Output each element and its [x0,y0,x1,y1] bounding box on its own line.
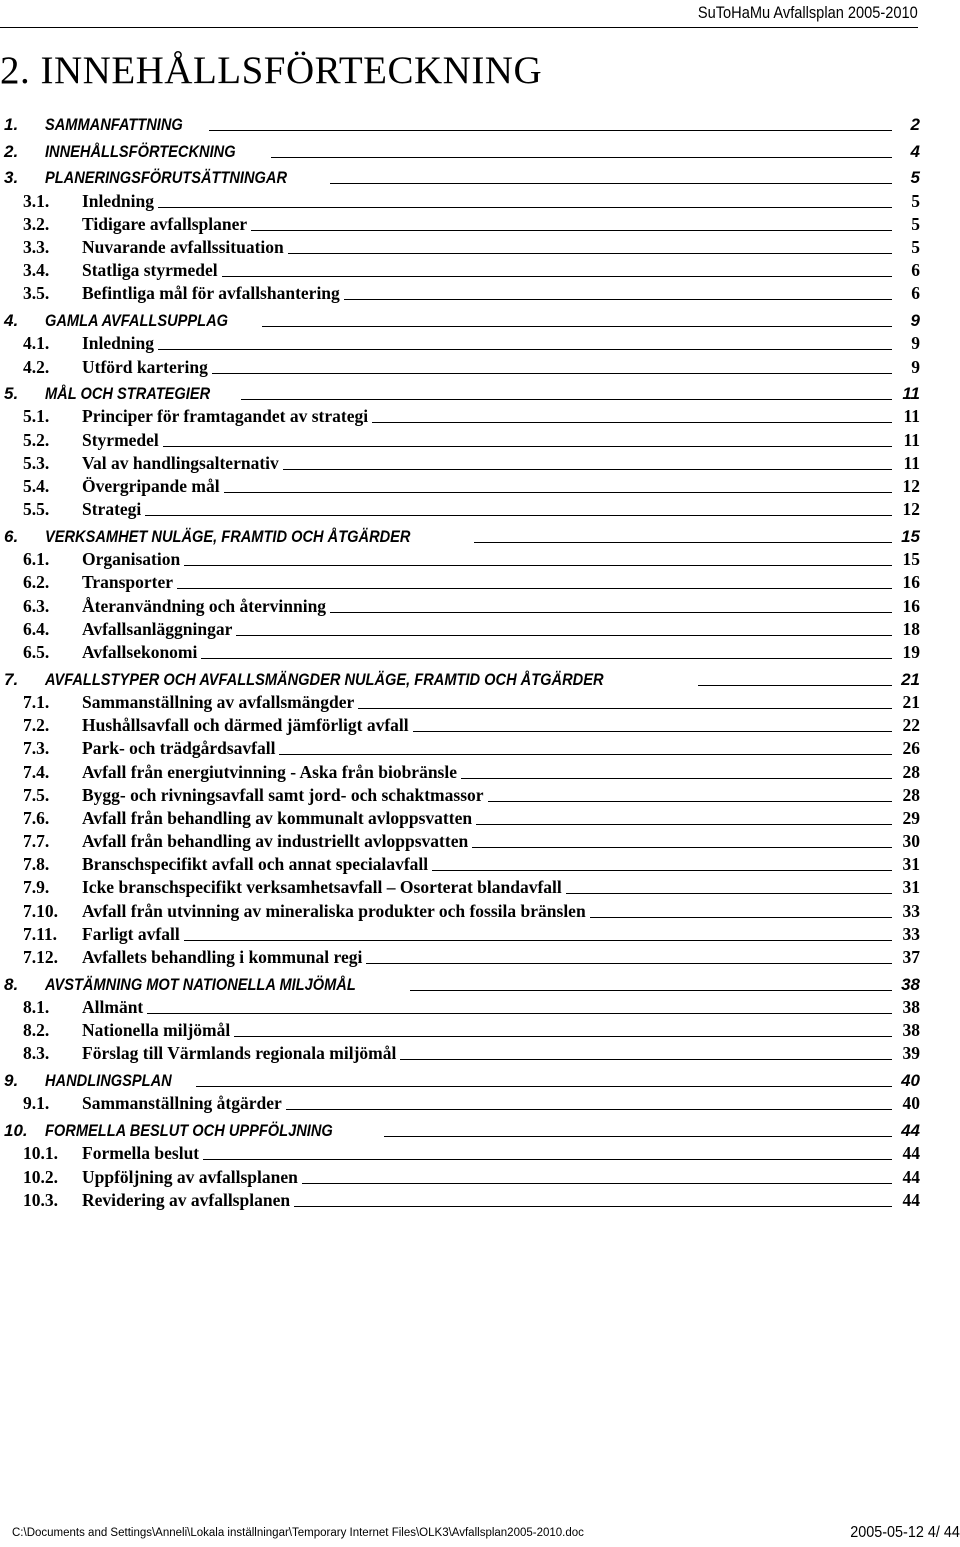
toc-entry-number: 3.3. [23,236,50,257]
toc-entry[interactable] [0,306,920,333]
toc-entry-number: 7.1. [23,691,50,712]
toc-entry-number: 6.2. [23,572,50,593]
toc-entry-page: 28 [902,761,920,782]
toc-entry-number: 7.5. [23,784,50,805]
toc-leader-line [262,326,892,327]
toc-entry[interactable] [0,692,920,715]
toc-entry-number: 6. [4,527,19,547]
toc-entry-label: Bygg- och rivningsavfall samt jord- och schaktmassor [82,784,484,805]
toc-entry-number: 6.5. [23,641,50,662]
toc-entry-page: 38 [902,1020,920,1041]
toc-entry[interactable] [0,947,920,970]
toc-entry-number: 7.6. [23,807,50,828]
toc-entry-label: Sammanställning åtgärder [82,1093,282,1114]
toc-entry-label: Hushållsavfall och därmed jämförligt avfall [82,715,409,736]
toc-entry-page: 6 [911,260,920,281]
toc-entry-number: 5.5. [23,499,50,520]
toc-entry-number: 2. [4,141,19,161]
toc-leader-line [472,847,892,848]
toc-entry-label: Inledning [82,190,154,211]
toc-entry-number: 3. [4,168,19,188]
toc-entry[interactable] [0,997,920,1020]
toc-entry[interactable] [0,429,920,452]
toc-entry-page: 44 [902,1143,920,1164]
toc-entry-number: 7.3. [23,738,50,759]
toc-entry-label: Tidigare avfallsplaner [82,213,248,234]
toc-entry[interactable] [0,499,920,522]
toc-leader-line [212,373,892,374]
toc-entry-page: 6 [911,283,920,304]
toc-entry-number: 7.2. [23,715,50,736]
toc-entry[interactable] [0,831,920,854]
toc-entry-label: Avfall från energiutvinning - Aska från biobränsle [82,761,457,782]
toc-entry-label: Statliga styrmedel [82,260,218,281]
toc-entry-label: Nuvarande avfallssituation [82,236,284,257]
toc-entry-page: 4 [910,141,920,161]
toc-entry-number: 10.1. [23,1143,58,1164]
toc-entry[interactable] [0,785,920,808]
toc-leader-line [294,1206,892,1207]
toc-entry-label: Farligt avfall [82,923,180,944]
toc-entry[interactable] [0,549,920,572]
toc-entry-label: PLANERINGSFÖRUTSÄTTNINGAR [45,168,288,188]
toc-entry-label: AVFALLSTYPER OCH AVFALLSMÄNGDER NULÄGE, FRAMTID OCH ÅTGÄRDER [45,669,604,689]
toc-entry[interactable] [0,738,920,761]
toc-entry[interactable] [0,877,920,900]
toc-entry-page: 5 [911,236,920,257]
toc-entry-number: 5.3. [23,452,50,473]
toc-entry-label: VERKSAMHET NULÄGE, FRAMTID OCH ÅTGÄRDER [45,527,411,547]
toc-entry-number: 10.2. [23,1166,58,1187]
toc-entry-label: Avfall från utvinning av mineraliska produkter och fossila bränslen [82,900,586,921]
toc-leader-line [302,1183,892,1184]
toc-leader-line [384,1136,892,1137]
toc-entry[interactable] [0,333,920,356]
toc-leader-line [184,940,892,941]
toc-entry-number: 7.7. [23,831,50,852]
toc-entry[interactable] [0,137,920,164]
toc-entry-page: 5 [911,213,920,234]
toc-entry-label: Avfallets behandling i kommunal regi [82,947,363,968]
toc-leader-line [288,253,892,254]
toc-entry-page: 44 [901,1121,920,1141]
toc-entry-page: 19 [902,641,920,662]
toc-entry-page: 38 [902,997,920,1017]
toc-entry[interactable] [0,1043,920,1066]
toc-leader-line [344,299,892,300]
toc-entry-number: 4.1. [23,333,50,354]
toc-entry[interactable] [0,214,920,237]
toc-entry-number: 10. [4,1121,28,1141]
toc-leader-line [241,399,892,400]
toc-leader-line [209,130,892,131]
toc-leader-line [224,492,892,493]
toc-entry-page: 38 [901,974,920,994]
toc-entry-label: Icke branschspecifikt verksamhetsavfall – Osorterat blandavfall [82,877,562,898]
footer-date-page: 2005-05-12 4/ 44 [850,1524,960,1541]
toc-entry-number: 7.11. [23,923,58,944]
toc-leader-line [476,824,892,825]
toc-leader-line [413,731,892,732]
toc-entry-label: MÅL OCH STRATEGIER [45,384,211,404]
footer-file-path: C:\Documents and Settings\Anneli\Lokala inställningar\Temporary Internet Files\OLK3\Avfallsplan2005-2010.doc [12,1527,584,1539]
toc-leader-line [234,1036,892,1037]
toc-entry-label: Styrmedel [82,429,159,450]
toc-entry[interactable] [0,356,920,379]
toc-entry[interactable] [0,260,920,283]
toc-entry-page: 40 [901,1071,920,1091]
toc-entry-page: 26 [902,738,920,759]
toc-entry-page: 11 [903,429,920,450]
toc-entry-number: 6.4. [23,618,50,639]
toc-entry[interactable] [0,572,920,595]
toc-entry-page: 31 [902,854,920,875]
toc-leader-line [286,1109,892,1110]
toc-leader-line [461,778,892,779]
toc-entry-number: 3.5. [23,283,50,304]
toc-entry-page: 33 [902,900,920,921]
toc-leader-line [410,990,892,991]
toc-entry-number: 1. [4,114,19,134]
toc-entry-label: Avfall från behandling av kommunalt avloppsvatten [82,807,473,828]
toc-entry[interactable] [0,1020,920,1043]
toc-entry[interactable] [0,924,920,947]
toc-entry-label: Befintliga mål för avfallshantering [82,283,340,304]
toc-entry-page: 9 [911,356,920,377]
toc-entry-page: 5 [911,190,920,211]
toc-entry-label: Organisation [82,549,181,570]
toc-entry-label: Inledning [82,333,154,354]
toc-leader-line [147,1013,892,1014]
toc-leader-line [488,801,892,802]
toc-leader-line [330,612,892,613]
toc-leader-line [236,635,892,636]
toc-entry[interactable] [0,970,920,997]
toc-leader-line [158,207,892,208]
toc-leader-line [400,1059,892,1060]
toc-entry-number: 4. [4,311,19,331]
toc-entry-number: 7.12. [23,947,58,968]
toc-entry[interactable] [0,522,920,549]
toc-entry-page: 9 [910,311,920,331]
toc-entry-label: Avfallsanläggningar [82,618,233,639]
toc-entry-page: 37 [902,947,920,968]
toc-entry-page: 2 [910,114,920,134]
toc-entry-number: 4.2. [23,356,50,377]
toc-entry-label: Nationella miljömål [82,1020,231,1041]
toc-leader-line [283,469,892,470]
toc-leader-line [432,870,892,871]
toc-entry-number: 7.9. [23,877,50,898]
toc-leader-line [474,542,892,543]
toc-entry-label: Sammanställning av avfallsmängder [82,691,355,712]
toc-entry-number: 6.3. [23,595,50,616]
toc-entry-page: 21 [902,691,920,712]
toc-entry-label: HANDLINGSPLAN [45,1071,172,1091]
toc-entry-page: 39 [902,1043,920,1064]
toc-entry-page: 44 [902,1189,920,1210]
toc-entry-number: 3.2. [23,213,50,234]
toc-entry[interactable] [0,1116,920,1143]
toc-leader-line [366,963,892,964]
toc-entry-page: 11 [902,384,920,404]
toc-entry-number: 6.1. [23,549,50,570]
toc-entry-number: 9. [4,1071,19,1091]
toc-entry-label: Övergripande mål [82,476,220,497]
toc-entry[interactable] [0,1166,920,1189]
toc-entry[interactable] [0,283,920,306]
toc-entry[interactable] [0,854,920,877]
header-rule [0,27,918,28]
toc-entry-label: Park- och trädgårdsavfall [82,738,276,759]
toc-entry-number: 10.3. [23,1189,58,1210]
toc-entry[interactable] [0,1143,920,1166]
toc-entry-page: 33 [902,923,920,944]
toc-entry-page: 16 [902,572,920,593]
toc-entry-number: 9.1. [23,1093,50,1114]
toc-entry[interactable] [0,595,920,618]
toc-entry-label: Förslag till Värmlands regionala miljömål [82,1043,397,1064]
toc-entry-label: Principer för framtagandet av strategi [82,406,369,427]
toc-entry[interactable] [0,1190,920,1213]
toc-entry-page: 15 [901,527,920,547]
toc-entry-label: Strategi [82,499,142,520]
toc-entry-page: 9 [911,333,920,354]
toc-entry-page: 11 [903,452,920,473]
toc-leader-line [279,754,892,755]
toc-entry-page: 31 [902,877,920,898]
toc-entry[interactable] [0,1093,920,1116]
toc-entry[interactable] [0,715,920,738]
toc-entry[interactable] [0,237,920,260]
toc-entry-page: 28 [902,784,920,805]
toc-entry[interactable] [0,164,920,191]
toc-entry-label: INNEHÅLLSFÖRTECKNING [45,141,236,161]
toc-entry-label: Utförd kartering [82,356,208,377]
toc-entry-number: 5.1. [23,406,50,427]
toc-leader-line [251,230,892,231]
toc-entry-page: 5 [910,168,920,188]
toc-entry-label: Branschspecifikt avfall och annat specialavfall [82,854,429,875]
toc-entry-number: 5. [4,384,19,404]
toc-entry[interactable] [0,190,920,213]
toc-leader-line [203,1159,892,1160]
toc-entry[interactable] [0,110,920,137]
toc-entry-page: 11 [903,406,920,427]
toc-entry-label: FORMELLA BESLUT OCH UPPFÖLJNING [45,1121,333,1141]
toc-entry-page: 44 [902,1166,920,1187]
toc-entry-number: 8. [4,974,19,994]
toc-leader-line [163,446,892,447]
toc-entry[interactable] [0,900,920,923]
toc-entry-page: 12 [902,476,920,497]
toc-leader-line [358,708,892,709]
toc-leader-line [222,276,892,277]
toc-entry-number: 7.4. [23,761,50,782]
toc-entry-page: 29 [902,807,920,828]
table-of-contents [0,110,920,1213]
toc-entry[interactable] [0,642,920,665]
toc-entry[interactable] [0,380,920,407]
toc-entry[interactable] [0,453,920,476]
toc-entry-label: Val av handlingsalternativ [82,452,279,473]
toc-leader-line [177,588,892,589]
toc-entry[interactable] [0,808,920,831]
toc-entry-page: 30 [902,831,920,852]
toc-entry-number: 8.1. [23,997,50,1017]
toc-leader-line [698,685,892,686]
toc-leader-line [590,917,892,918]
toc-entry-page: 21 [901,669,920,689]
toc-entry-label: Avfallsekonomi [82,641,198,662]
toc-entry-page: 15 [902,549,920,570]
toc-entry[interactable] [0,476,920,499]
toc-leader-line [145,515,892,516]
toc-leader-line [158,349,892,350]
toc-entry-number: 3.1. [23,190,50,211]
toc-entry-label: AVSTÄMNING MOT NATIONELLA MILJÖMÅL [45,974,356,994]
toc-entry-page: 40 [902,1093,920,1114]
toc-leader-line [184,565,892,566]
page-title: 2. INNEHÅLLSFÖRTECKNING [0,49,543,92]
toc-entry-label: Uppföljning av avfallsplanen [82,1166,298,1187]
toc-leader-line [330,183,892,184]
toc-entry-number: 7.10. [23,900,58,921]
toc-entry-number: 5.4. [23,476,50,497]
running-header: SuToHaMu Avfallsplan 2005-2010 [698,3,918,22]
toc-entry-number: 3.4. [23,260,50,281]
toc-entry[interactable] [0,619,920,642]
toc-entry-page: 16 [902,595,920,616]
toc-entry-label: Transporter [82,572,174,593]
toc-entry-label: Formella beslut [82,1143,200,1164]
toc-entry-page: 12 [902,499,920,520]
toc-entry-label: Revidering av avfallsplanen [82,1189,291,1210]
toc-entry[interactable] [0,1066,920,1093]
toc-entry-number: 8.3. [23,1043,50,1064]
toc-entry-page: 22 [902,715,920,736]
toc-entry-label: Återanvändning och återvinning [82,595,327,616]
toc-leader-line [271,157,892,158]
toc-entry-number: 5.2. [23,429,50,450]
toc-entry[interactable] [0,665,920,692]
toc-leader-line [566,893,892,894]
toc-entry[interactable] [0,761,920,784]
toc-entry-number: 7.8. [23,854,50,875]
toc-entry-label: Allmänt [82,997,144,1017]
toc-leader-line [201,658,892,659]
toc-entry-number: 8.2. [23,1020,50,1041]
toc-entry-page: 18 [902,618,920,639]
toc-leader-line [372,422,892,423]
toc-entry-number: 7. [4,669,19,689]
toc-entry-label: SAMMANFATTNING [45,114,183,134]
toc-entry[interactable] [0,406,920,429]
toc-entry-label: Avfall från behandling av industriellt avloppsvatten [82,831,469,852]
toc-leader-line [196,1086,892,1087]
toc-entry-label: GAMLA AVFALLSUPPLAG [45,311,229,331]
